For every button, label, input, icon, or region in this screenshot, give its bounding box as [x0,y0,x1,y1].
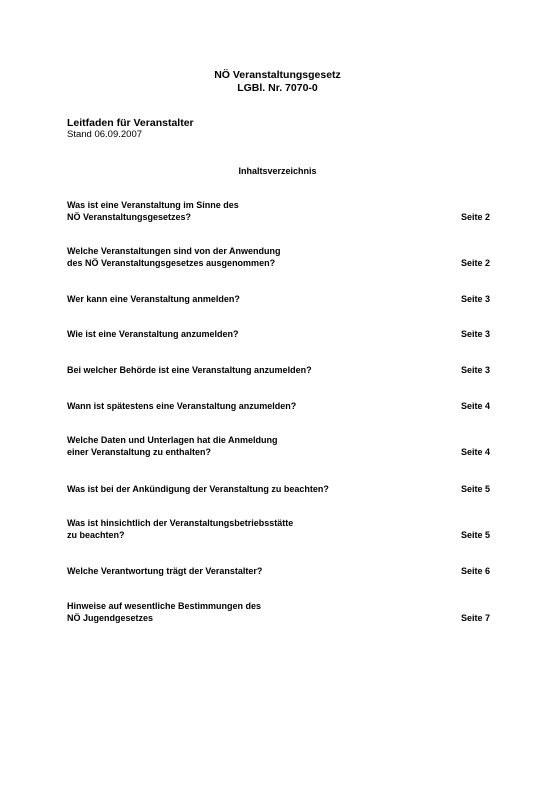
toc-entry-page: Seite 4 [460,447,490,457]
law-number: LGBl. Nr. 7070-0 [237,82,318,94]
toc-entry-page: Seite 2 [460,212,490,222]
toc-entry [67,293,490,305]
toc-entry-title [67,199,437,223]
toc-entry-line: NÖ Jugendgesetzes [67,613,154,623]
toc-entry-line: Wann ist spätestens eine Veranstaltung anzumelden? [67,401,297,411]
toc-entry-line: Was ist hinsichtlich der Veranstaltungsbetriebsstätte [67,518,294,528]
toc-entry-line: Bei welcher Behörde ist eine Veranstaltung anzumelden? [67,365,312,375]
toc-entry-line: Was ist eine Veranstaltung im Sinne des [67,200,239,210]
toc-entry-page: Seite 2 [460,258,490,268]
toc-entry [67,565,490,577]
guide-date: Stand 06.09.2007 [67,129,143,140]
toc-entry-line: zu beachten? [67,530,125,540]
toc-entry [67,245,490,269]
guide-title: Leitfaden für Veranstalter [67,117,194,129]
toc-entry [67,400,490,412]
toc-entry-title [67,245,437,269]
toc-entry-line: Wer kann eine Veranstaltung anmelden? [67,294,240,304]
toc-entry-line: Hinweise auf wesentliche Bestimmungen des [67,601,262,611]
toc-entry-page: Seite 5 [460,530,490,540]
toc-entry-line: Welche Daten und Unterlagen hat die Anmeldung [67,435,278,445]
toc-entry-page: Seite 3 [460,329,490,339]
toc-entry-line: Welche Verantwortung trägt der Veranstalter? [67,566,263,576]
toc-entry-title [67,364,437,376]
toc-entry [67,434,490,458]
toc-entry-line: des NÖ Veranstaltungsgesetzes ausgenommen? [67,258,276,268]
toc-entry [67,199,490,223]
toc-entry-line: Welche Veranstaltungen sind von der Anwendung [67,246,281,256]
toc-entry-title [67,517,437,541]
toc-entry-page: Seite 5 [460,484,490,494]
toc-entry-title [67,400,437,412]
toc-entry-title [67,293,437,305]
toc-entry [67,328,490,340]
toc-entry-line: Was ist bei der Ankündigung der Veranstaltung zu beachten? [67,484,329,494]
toc-entry-title [67,483,437,495]
toc-entry-page: Seite 7 [460,613,490,623]
toc-entry-page: Seite 3 [460,365,490,375]
toc-entry-page: Seite 3 [460,294,490,304]
toc-entry [67,364,490,376]
toc-entry-title [67,600,437,624]
toc-entry-title [67,434,437,458]
toc-entry-title [67,565,437,577]
toc-entry [67,600,490,624]
law-title: NÖ Veranstaltungsgesetz [214,69,341,81]
toc-heading: Inhaltsverzeichnis [238,166,317,176]
toc-entry-title [67,328,437,340]
toc-entry [67,483,490,495]
toc-entry [67,517,490,541]
toc-entry-page: Seite 4 [460,401,490,411]
toc-entry-page: Seite 6 [460,566,490,576]
toc-entry-line: einer Veranstaltung zu enthalten? [67,447,212,457]
toc-entry-line: NÖ Veranstaltungsgesetzes? [67,212,192,222]
toc-entry-line: Wie ist eine Veranstaltung anzumelden? [67,329,239,339]
